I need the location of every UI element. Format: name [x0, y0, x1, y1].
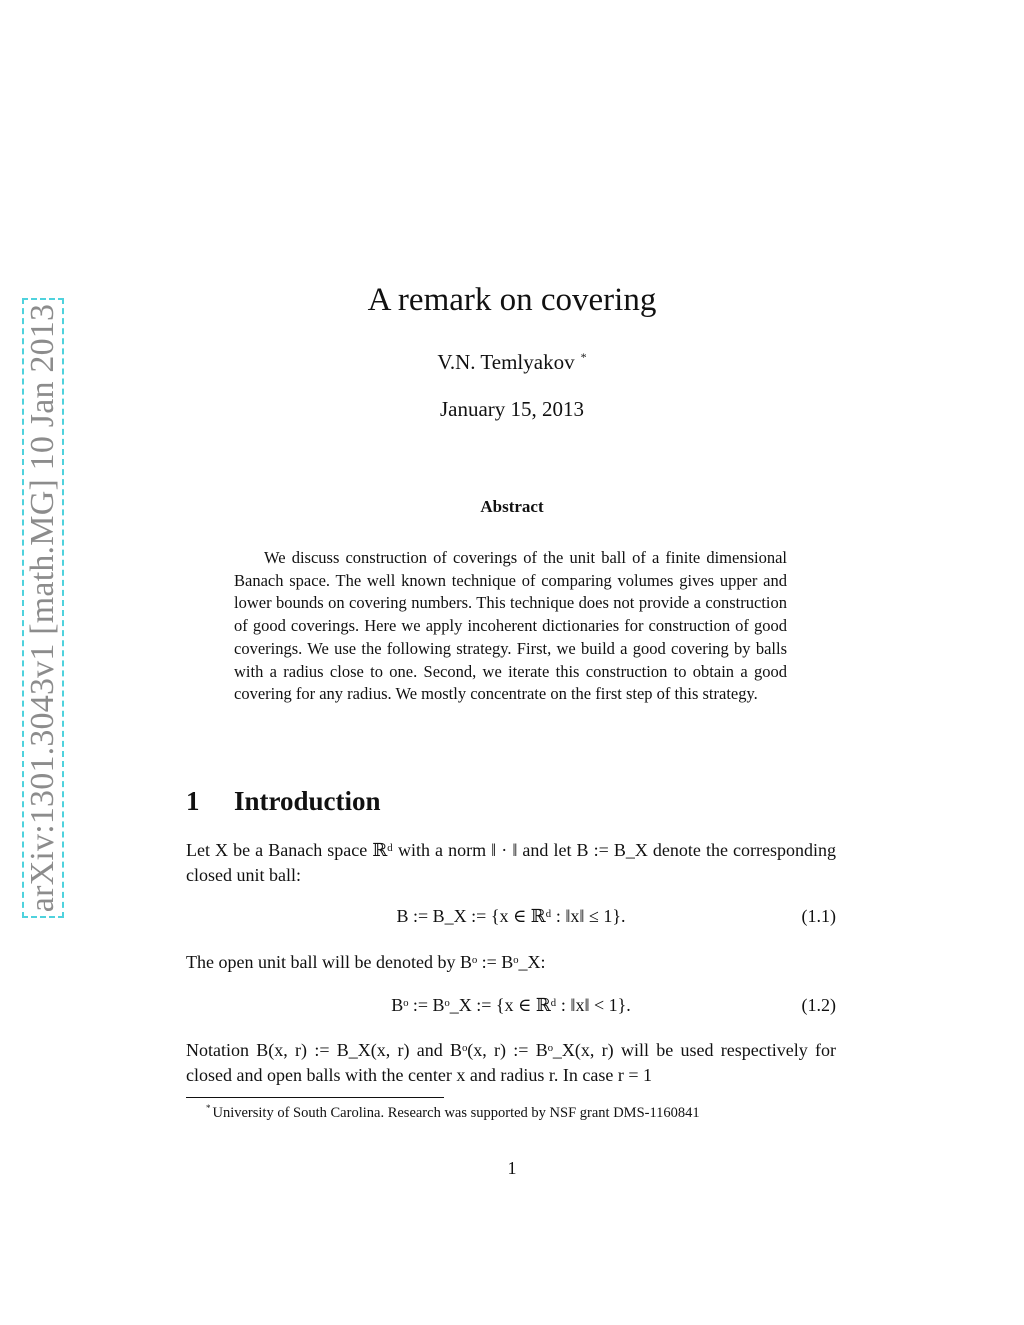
section-heading	[186, 786, 381, 817]
abstract-body: We discuss construction of coverings of the unit ball of a finite dimensional Banach space. The well known technique of comparing volumes gives upper and lower bounds on covering numbers. This technique does not provide a construction of good coverings. Here we apply incoherent dictionaries for construction of good coverings. We use the following strategy. First, we build a good covering by balls with a radius close to one. Second, we iterate this construction to obtain a good covering for any radius. We mostly concentrate on the first step of this strategy.	[234, 548, 787, 704]
paper-date: January 15, 2013	[439, 397, 585, 421]
author-footnote-mark: *	[580, 350, 587, 364]
equation-1-1-body: B := B_X := {x ∈ ℝᵈ : ‖x‖ ≤ 1}.	[396, 906, 626, 926]
section-title: Introduction	[234, 786, 381, 816]
footnote-rule	[186, 1097, 444, 1098]
equation-1-2-body: Bᵒ := Bᵒ_X := {x ∈ ℝᵈ : ‖x‖ < 1}.	[391, 995, 631, 1015]
footnote	[206, 1103, 700, 1122]
arxiv-stamp: arXiv:1301.3043v1 [math.MG] 10 Jan 2013	[24, 303, 61, 913]
author-line	[0, 350, 1024, 375]
paragraph-3: Notation B(x, r) := B_X(x, r) and Bᵒ(x, r) := Bᵒ_X(x, r) will be used respectively for closed and open balls with the center x and radius r. In case r = 1	[186, 1040, 836, 1085]
paragraph-2: The open unit ball will be denoted by Bᵒ := Bᵒ_X:	[186, 952, 546, 972]
section-number: 1	[186, 786, 200, 816]
equation-1-1-tag: (1.1)	[801, 906, 836, 926]
equation-1-2-tag: (1.2)	[801, 995, 836, 1015]
footnote-text: University of South Carolina. Research was supported by NSF grant DMS-1160841	[212, 1104, 700, 1121]
abstract-heading: Abstract	[480, 497, 544, 516]
page-number: 1	[507, 1158, 517, 1178]
author-name: V.N. Temlyakov	[437, 350, 575, 374]
paper-title: A remark on covering	[367, 282, 657, 318]
paragraph-1: Let X be a Banach space ℝᵈ with a norm ‖ · ‖ and let B := B_X denote the corresponding closed unit ball:	[186, 840, 836, 885]
footnote-mark: *	[206, 1103, 211, 1113]
